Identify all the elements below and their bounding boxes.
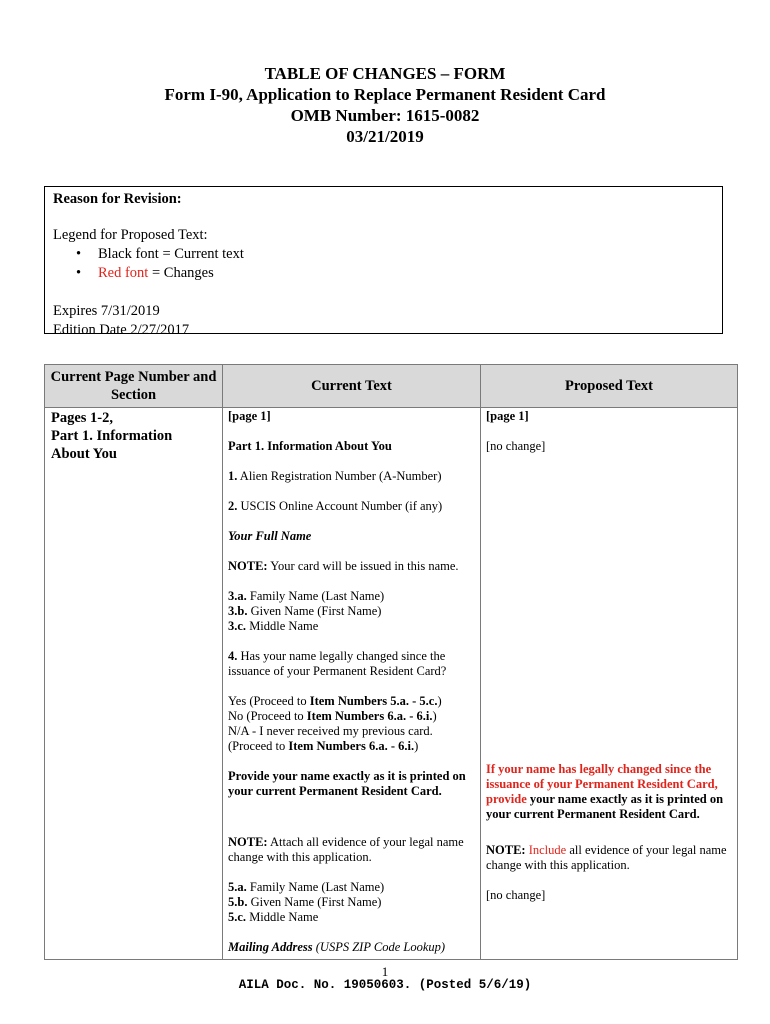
footer-doc-reference: AILA Doc. No. 19050603. (Posted 5/6/19) <box>238 978 532 992</box>
header-title: TABLE OF CHANGES – FORM <box>264 64 506 83</box>
table-header-row <box>45 365 738 408</box>
current-item-3c: 3.c. Middle Name <box>228 619 319 633</box>
legend-red-suffix: = Changes <box>148 265 214 281</box>
current-item-5c: 5.c. Middle Name <box>228 910 319 924</box>
header-form-name: Form I-90, Application to Replace Permanent Resident Card <box>164 85 606 104</box>
current-note-1: NOTE: Your card will be issued in this name. <box>228 559 459 573</box>
current-option-no: No (Proceed to Item Numbers 6.a. - 6.i.) <box>228 709 437 723</box>
current-item-5b: 5.b. Given Name (First Name) <box>228 895 382 909</box>
current-provide-text: Provide your name exactly as it is printed on your current Permanent Resident Card. <box>228 769 466 798</box>
proposed-text-cell <box>481 408 738 960</box>
current-item-1: 1. Alien Registration Number (A-Number) <box>228 469 442 483</box>
edition-date: Edition Date 2/27/2017 <box>53 322 190 338</box>
column-header-proposed: Proposed Text <box>481 365 738 408</box>
current-note-2: NOTE: Attach all evidence of your legal name change with this application. <box>228 835 464 864</box>
column-header-current: Current Text <box>223 365 481 408</box>
reason-for-revision-box <box>44 186 723 338</box>
document-header <box>0 63 770 147</box>
section-line: Part 1. Information <box>51 428 173 444</box>
legend-list <box>53 245 714 283</box>
legend-black-label: Black font <box>98 246 159 262</box>
proposed-no-change: [no change] <box>486 888 546 902</box>
proposed-page-label: [page 1] <box>486 409 529 423</box>
current-page-label: [page 1] <box>228 409 271 423</box>
legend-item-black <box>98 245 714 264</box>
proposed-no-change: [no change] <box>486 439 546 453</box>
current-option-yes: Yes (Proceed to Item Numbers 5.a. - 5.c.) <box>228 694 442 708</box>
current-question-4: 4. Has your name legally changed since the issuance of your Permanent Resident Card? <box>228 649 447 678</box>
current-item-5a: 5.a. Family Name (Last Name) <box>228 880 385 894</box>
current-full-name-heading: Your Full Name <box>228 529 312 543</box>
reason-title: Reason for Revision: <box>53 191 182 207</box>
expires-date: Expires 7/31/2019 <box>53 303 160 319</box>
current-item-3b: 3.b. Given Name (First Name) <box>228 604 382 618</box>
legend-black-suffix: = Current text <box>158 246 244 262</box>
current-option-na-proceed: (Proceed to Item Numbers 6.a. - 6.i.) <box>228 739 419 753</box>
section-line: Pages 1-2, <box>51 410 114 426</box>
table-row <box>45 408 738 960</box>
header-date: 03/21/2019 <box>346 127 424 146</box>
current-text-cell <box>223 408 481 960</box>
legend-title: Legend for Proposed Text: <box>53 227 208 243</box>
header-omb-number: OMB Number: 1615-0082 <box>290 106 480 125</box>
legend-item-red <box>98 264 714 283</box>
section-cell <box>45 408 223 960</box>
proposed-provide-text: If your name has legally changed since the issuance of your Permanent Resident Card, provide your name exactly as it is printed on your current Permanent Resident Card. <box>486 762 724 821</box>
current-item-2: 2. USCIS Online Account Number (if any) <box>228 499 443 513</box>
proposed-note: NOTE: Include all evidence of your legal name change with this application. <box>486 843 727 872</box>
current-option-na: N/A - I never received my previous card. <box>228 724 433 738</box>
current-item-3a: 3.a. Family Name (Last Name) <box>228 589 385 603</box>
section-line: About You <box>51 446 117 462</box>
current-part1-heading: Part 1. Information About You <box>228 439 392 453</box>
table-of-changes <box>44 364 738 960</box>
legend-red-label: Red font <box>98 265 149 281</box>
column-header-section: Current Page Number and Section <box>45 365 223 408</box>
page-number: 1 <box>381 964 389 979</box>
current-mailing-address-heading: Mailing Address (USPS ZIP Code Lookup) <box>228 940 446 954</box>
